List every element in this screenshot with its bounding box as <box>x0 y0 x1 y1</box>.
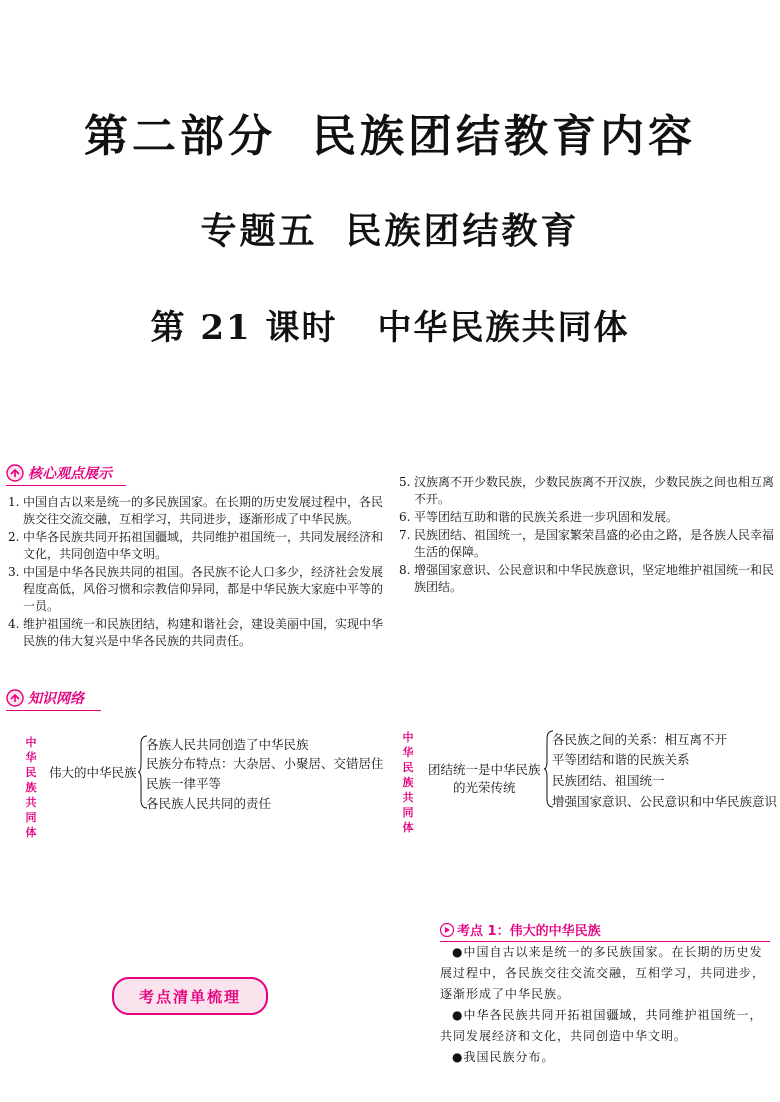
kaodian-paragraph: ●中国自古以来是统一的多民族国家。在长期的历史发展过程中，各民族交往交流交融，互相学习，共同进步，逐渐形成了中华民族。 <box>440 945 766 1001</box>
topic-title <box>0 203 780 254</box>
list-item: 7. 民族团结、祖国统一，是国家繁荣昌盛的必由之路，是各族人民幸福生活的保障。 <box>399 528 775 559</box>
network-heading-underline <box>6 710 101 711</box>
topic-label: 专题五 <box>200 210 318 252</box>
core-heading <box>6 463 391 483</box>
network-left-side: 中华民族共同体 <box>25 736 37 839</box>
core-heading-text: 核心观点展示 <box>28 466 112 482</box>
list-item: 8. 增强国家意识、公民意识和中华民族意识，坚定地维护祖国统一和民族团结。 <box>399 563 775 594</box>
network-right-leaf: 民族团结、祖国统一 <box>552 773 665 788</box>
topic-name: 民族团结教育 <box>345 210 580 252</box>
network-right-leaf: 平等团结和谐的民族关系 <box>552 752 690 767</box>
lesson-name: 中华民族共同体 <box>377 308 630 348</box>
list-item: 1. 中国自古以来是统一的多民族国家。在长期的历史发展过程中，各民族交往交流交融，互相学习，共同进步，逐渐形成了中华民族。 <box>8 495 384 526</box>
network-right-side: 中华民族共同体 <box>402 731 414 834</box>
list-item: 3. 中国是中华各民族共同的祖国。各民族不论人口多少，经济社会发展程度高低，风俗习惯和宗教信仰异同，都是中华民族大家庭中平等的一员。 <box>8 565 384 613</box>
kaodian-section <box>440 920 770 942</box>
kaodian-paragraph: ●中华各民族共同开拓祖国疆域，共同维护祖国统一，共同发展经济和文化，共同创造中华文明。 <box>440 1008 763 1043</box>
core-list-right <box>399 474 775 597</box>
checklist-badge <box>112 977 268 1015</box>
play-icon <box>440 923 454 937</box>
kaodian-heading <box>440 920 770 939</box>
network-left-root: 伟大的中华民族 <box>49 765 137 780</box>
network-left-leaf: 民族分布特点：大杂居、小聚居、交错居住 <box>146 756 384 771</box>
core-list-left <box>8 494 384 651</box>
network-section <box>6 688 391 711</box>
core-section <box>6 463 391 486</box>
list-item: 2. 中华各民族共同开拓祖国疆域，共同维护祖国统一，共同发展经济和文化，共同创造中华文明。 <box>8 530 384 561</box>
part-label: 第二部分 <box>84 111 276 162</box>
network-left-leaf: 民族一律平等 <box>146 776 222 791</box>
network-right-leaf: 各民族之间的关系：相互离不开 <box>552 732 728 747</box>
part-title <box>0 100 780 164</box>
network-right-leaf: 增强国家意识、公民意识和中华民族意识 <box>552 794 778 809</box>
hand-point-icon <box>6 464 24 482</box>
list-item: 4. 维护祖国统一和民族团结，构建和谐社会，建设美丽中国，实现中华民族的伟大复兴是中华各民族的共同责任。 <box>8 617 384 648</box>
kaodian-body <box>440 942 770 1068</box>
list-item: 5. 汉族离不开少数民族，少数民族离不开汉族，少数民族之间也相互离不开。 <box>399 475 775 506</box>
network-right-root: 团结统一是中华民族 的光荣传统 <box>428 762 541 795</box>
network-heading <box>6 688 391 708</box>
list-item: 6. 平等团结互助和谐的民族关系进一步巩固和发展。 <box>399 510 679 524</box>
kaodian-heading-text: 考点 1：伟大的中华民族 <box>457 924 601 939</box>
checklist-badge-text: 考点清单梳理 <box>138 987 241 1006</box>
network-left-leaf: 各族人民共同创造了中华民族 <box>146 737 309 752</box>
network-heading-text: 知识网络 <box>28 691 84 707</box>
network-left-leaf: 各民族人民共同的责任 <box>146 796 272 811</box>
part-name: 民族团结教育内容 <box>312 111 696 162</box>
core-heading-underline <box>6 485 126 486</box>
kaodian-paragraph: ●我国民族分布。 <box>452 1050 555 1064</box>
lesson-label: 第 21 课时 <box>150 308 338 348</box>
hand-point-icon <box>6 689 24 707</box>
lesson-title <box>0 300 780 349</box>
